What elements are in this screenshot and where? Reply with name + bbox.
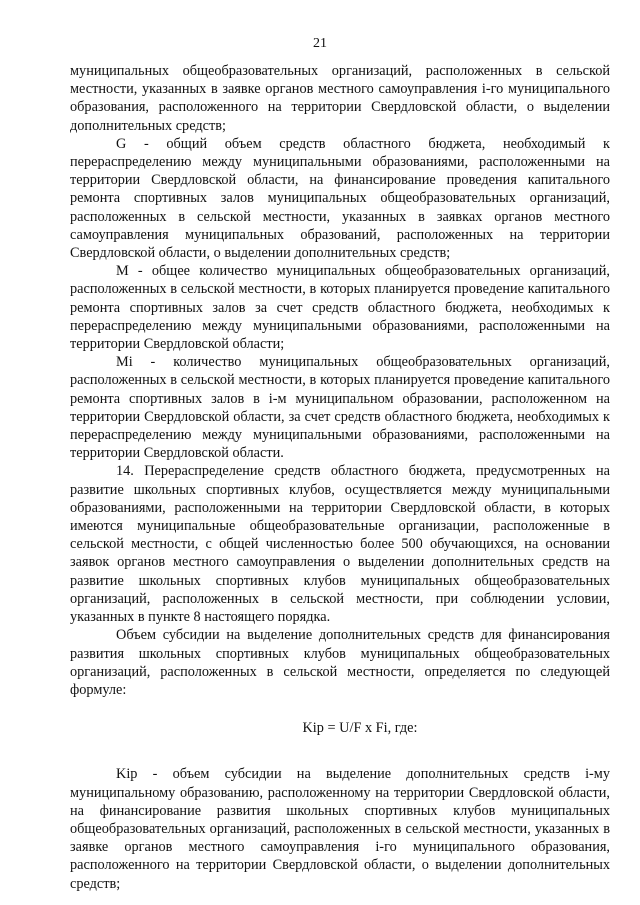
paragraph-mi-definition: Mi - количество муниципальных общеобразовательных организаций, расположенных в сельской местности, в которых планируется проведение капитального ремонта спортивных залов в i-м муниципальном образовании, расположенном на территории Свердловской области, за счет средств областного бюджета, необходимых к перераспределению между муниципальными образованиями, расположенными на территории Свердловской области.: [70, 354, 610, 462]
paragraph-subsidy-volume: Объем субсидии на выделение дополнительных средств для финансирования развития школьных спортивных клубов муниципальных общеобразовательных организаций, расположенных в сельской местности, определяется по следующей формуле:: [70, 627, 610, 698]
paragraph-m-definition: M - общее количество муниципальных общеобразовательных организаций, расположенных в сельской местности, в которых планируется проведение капитального ремонта спортивных залов за счет средств областного бюджета, необходимых к перераспределению между муниципальными образованиями, расположенными на территории Свердловской области;: [70, 263, 610, 353]
paragraph-continuation: муниципальных общеобразовательных организаций, расположенных в сельской местности, указанных в заявке органов местного самоуправления i-го муниципального образования, расположенного на территории Свердловской области, о выделении дополнительных средств;: [70, 63, 610, 134]
page-number: 21: [313, 36, 327, 51]
paragraph-g-definition: G - общий объем средств областного бюджета, необходимый к перераспределению между муниципальными образованиями, расположенными на территории Свердловской области, на финансирование проведения капитального ремонта спортивных залов муниципальных общеобразовательных организаций, расположенных в сельской местности, указанных в заявках органов местного самоуправления муниципальных образований, расположенных на территории Свердловской области, о выделении дополнительных средств;: [70, 135, 610, 262]
document-body: [70, 62, 610, 893]
formula: Kip = U/F x Fi, где:: [302, 720, 418, 737]
paragraph-clause-14: 14. Перераспределение средств областного бюджета, предусмотренных на развитие школьных спортивных клубов, осуществляется между муниципальными образованиями, расположенными на территории Свердловской области, в которых имеются муниципальные общеобразовательные организации, расположенные в сельской местности, с общей численностью более 500 обучающихся, на основании заявок органов местного самоуправления о выделении дополнительных средств на развитие школьных спортивных клубов муниципальных общеобразовательных организаций, расположенных в сельской местности, при соблюдении условии, указанных в пункте 8 настоящего порядка.: [70, 463, 610, 626]
paragraph-kip-definition: Kip - объем субсидии на выделение дополнительных средств i-му муниципальному образованию, расположенному на территории Свердловской области, на финансирование развития школьных спортивных клубов муниципальных общеобразовательных организаций, расположенных в сельской местности, указанных в заявке органов местного самоуправления i-го муниципального образования, расположенного на территории Свердловской области, о выделении дополнительных средств;: [70, 766, 610, 892]
